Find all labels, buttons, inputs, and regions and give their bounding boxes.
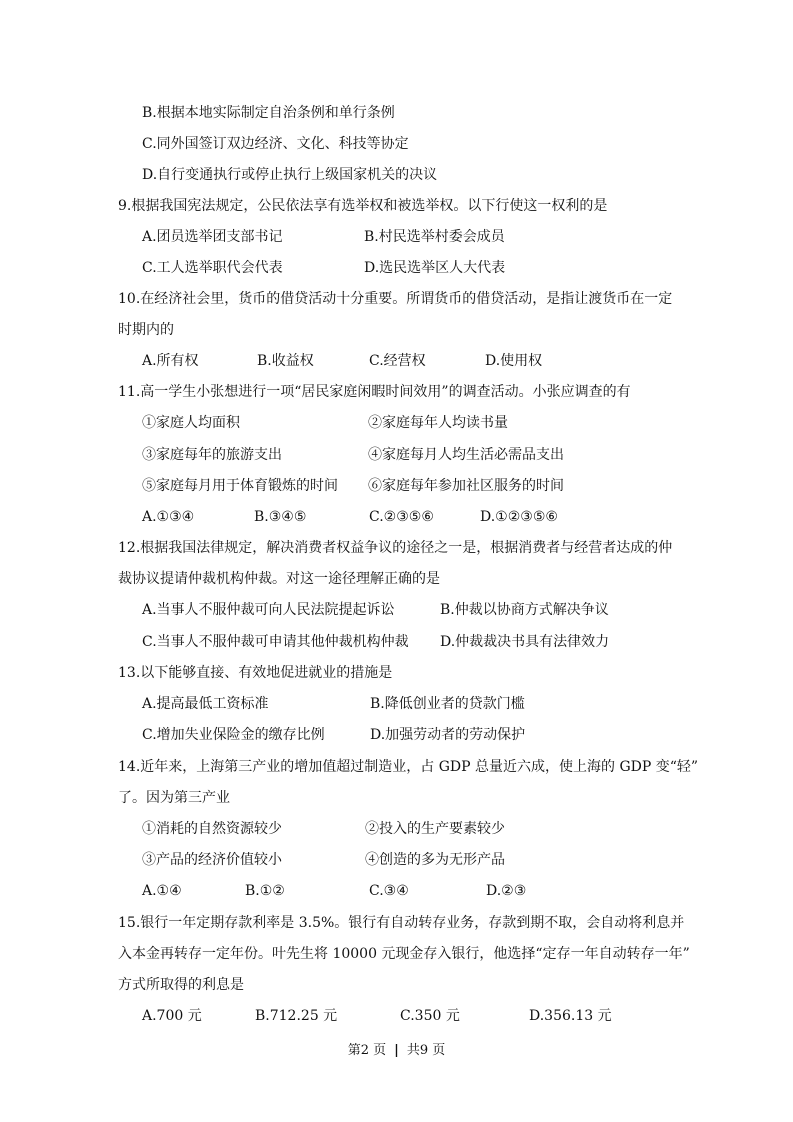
- option-text: B.村民选举村委会成员: [364, 229, 505, 245]
- question-stem: 了。因为第三产业: [118, 790, 230, 806]
- item-text: ①消耗的自然资源较少: [142, 821, 282, 837]
- option-text: D.选民选举区人大代表: [364, 260, 506, 276]
- option-text: D.使用权: [485, 353, 543, 369]
- question-stem: 15.银行一年定期存款利率是 3.5%。银行有自动转存业务，存款到期不取，会自动将利息并: [118, 915, 685, 931]
- option-text: C.经营权: [369, 353, 426, 369]
- option-text: B.①②: [245, 883, 285, 899]
- question-stem: 12.根据我国法律规定，解决消费者权益争议的途径之一是，根据消费者与经营者达成的仲: [118, 540, 673, 556]
- page-number: 第2 页: [347, 1043, 387, 1058]
- option-text: A.①③④: [142, 509, 195, 525]
- page-total: 共9 页: [406, 1043, 446, 1058]
- item-text: ①家庭人均面积: [142, 415, 240, 431]
- option-text: A.700 元: [142, 1008, 202, 1024]
- item-text: ⑤家庭每月用于体育锻炼的时间: [142, 478, 338, 494]
- question-stem: 入本金再转存一定年份。叶先生将 10000 元现金存入银行，他选择“定存一年自动转存一年”: [118, 946, 690, 962]
- option-text: C.工人选举职代会代表: [142, 260, 283, 276]
- question-stem: 9.根据我国宪法规定，公民依法享有选举权和被选举权。以下行使这一权利的是: [118, 198, 608, 214]
- item-text: ④家庭每月人均生活必需品支出: [368, 447, 564, 463]
- question-stem: 14.近年来，上海第三产业的增加值超过制造业，占 GDP 总量近六成，使上海的 GDP 变“轻”: [118, 759, 699, 775]
- option-text: B.收益权: [257, 353, 314, 369]
- option-text: D.自行变通执行或停止执行上级国家机关的决议: [142, 167, 438, 183]
- option-text: D.①②③⑤⑥: [480, 509, 558, 525]
- option-text: B.③④⑤: [254, 509, 307, 525]
- option-text: B.712.25 元: [255, 1008, 338, 1024]
- option-text: A.提高最低工资标准: [142, 696, 269, 712]
- item-text: ⑥家庭每年参加社区服务的时间: [368, 478, 564, 494]
- option-text: D.②③: [486, 883, 527, 899]
- option-text: C.②③⑤⑥: [369, 509, 434, 525]
- option-text: B.根据本地实际制定自治条例和单行条例: [142, 105, 395, 121]
- item-text: ②投入的生产要素较少: [365, 821, 505, 837]
- option-text: C.③④: [369, 883, 409, 899]
- item-text: ③产品的经济价值较小: [142, 852, 282, 868]
- question-stem: 裁协议提请仲裁机构仲裁。对这一途径理解正确的是: [118, 571, 440, 587]
- question-stem: 时期内的: [118, 322, 174, 338]
- item-text: ③家庭每年的旅游支出: [142, 447, 282, 463]
- option-text: A.所有权: [142, 353, 199, 369]
- option-text: C.当事人不服仲裁可申请其他仲裁机构仲裁: [142, 634, 409, 650]
- item-text: ④创造的多为无形产品: [365, 852, 505, 868]
- option-text: C.增加失业保险金的缴存比例: [142, 727, 325, 743]
- option-text: B.降低创业者的贷款门槛: [370, 696, 525, 712]
- option-text: D.356.13 元: [529, 1008, 612, 1024]
- question-stem: 10.在经济社会里，货币的借贷活动十分重要。所谓货币的借贷活动，是指让渡货币在一定: [118, 291, 673, 307]
- question-stem: 13.以下能够直接、有效地促进就业的措施是: [118, 665, 393, 681]
- footer-separator: |: [394, 1043, 399, 1058]
- option-text: A.①④: [142, 883, 182, 899]
- page-footer: [0, 1039, 793, 1058]
- question-stem: 11.高一学生小张想进行一项“居民家庭闲暇时间效用”的调查活动。小张应调查的有: [118, 384, 631, 400]
- option-text: D.加强劳动者的劳动保护: [370, 727, 526, 743]
- option-text: D.仲裁裁决书具有法律效力: [440, 634, 610, 650]
- option-text: C.同外国签订双边经济、文化、科技等协定: [142, 136, 409, 152]
- option-text: B.仲裁以协商方式解决争议: [440, 602, 609, 618]
- option-text: A.当事人不服仲裁可向人民法院提起诉讼: [142, 602, 395, 618]
- option-text: C.350 元: [400, 1008, 460, 1024]
- item-text: ②家庭每年人均读书量: [368, 415, 508, 431]
- question-stem: 方式所取得的利息是: [118, 977, 244, 993]
- option-text: A.团员选举团支部书记: [142, 229, 283, 245]
